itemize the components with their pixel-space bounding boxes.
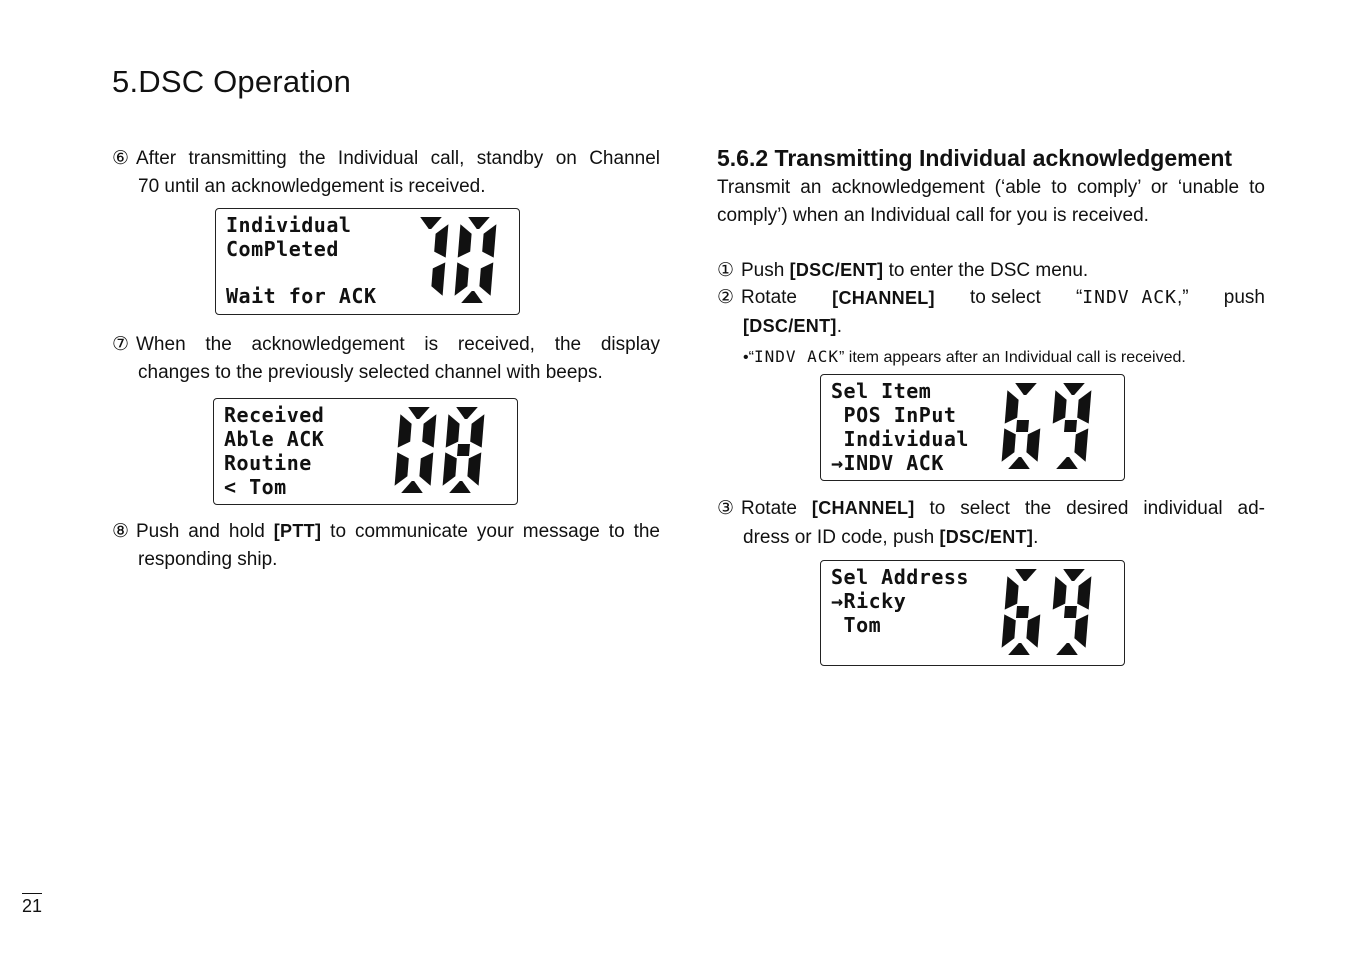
- lcd-line: Sel Address: [831, 565, 969, 589]
- note-bullet: •“: [743, 349, 754, 366]
- digit-segment: [1063, 383, 1085, 395]
- digit-segment: [1064, 420, 1077, 432]
- digit-segment: [398, 414, 412, 447]
- seven-segment-digits: [394, 407, 494, 499]
- digit-segment: [467, 452, 481, 485]
- step-2-marker: ②: [717, 287, 735, 308]
- digit-segment: [1056, 457, 1078, 469]
- digit-segment: [1077, 576, 1091, 609]
- section-heading: 5.6.2 Transmitting Individual acknowledgement: [717, 145, 1233, 171]
- indv-ack-lcd-text: INDV ACK: [1082, 287, 1177, 308]
- digit-segment: [446, 414, 460, 447]
- digit-segment: [1008, 457, 1030, 469]
- step-3-line-1: [717, 494, 1265, 523]
- step-7-marker: ⑦: [112, 334, 130, 355]
- seven-segment-digit: [443, 407, 485, 493]
- quote-close: ,”: [1176, 287, 1189, 308]
- dsc-ent-key-label: [DSC/ENT]: [743, 316, 837, 336]
- seven-segment-digits: [406, 217, 506, 309]
- lcd-line: →INDV ACK: [831, 451, 944, 475]
- step-7-line-1: [112, 331, 660, 359]
- step-2-text-post: push: [1223, 287, 1265, 308]
- seven-segment-digit: [1053, 383, 1092, 469]
- step-1: [717, 256, 1265, 285]
- lcd-display-sel-address: [820, 560, 1125, 666]
- seven-segment-digit: [395, 407, 437, 493]
- ptt-key-label: [PTT]: [273, 521, 322, 541]
- lcd-line: Able ACK: [224, 427, 325, 451]
- page-number-rule: [22, 893, 42, 894]
- seven-segment-digit: [1002, 383, 1041, 469]
- step-1-text-pre: Push: [741, 260, 790, 281]
- digit-segment: [458, 224, 472, 257]
- step-8-text-post: to communicate your message to the: [321, 521, 661, 542]
- intro-line-2: comply’) when an Individual call for you is received.: [717, 205, 1149, 226]
- step-6-marker: ⑥: [112, 148, 130, 169]
- digit-segment: [468, 217, 490, 229]
- step-3-text-post: to select the desired individual ad-: [914, 498, 1265, 519]
- step-1-marker: ①: [717, 260, 735, 281]
- digit-segment: [1064, 606, 1077, 618]
- digit-segment: [1077, 390, 1091, 423]
- digit-segment: [461, 291, 483, 303]
- digit-segment: [1026, 614, 1040, 647]
- lcd-line: Individual: [226, 213, 352, 237]
- lcd-line: Routine: [224, 451, 312, 475]
- step-3-text-2: dress or ID code, push: [743, 527, 940, 548]
- step-3: [717, 494, 1265, 552]
- digit-segment: [434, 224, 448, 257]
- step-2-text-mid: to select: [970, 287, 1041, 308]
- dsc-ent-key-label: [DSC/ENT]: [789, 260, 884, 280]
- digit-segment: [431, 262, 445, 295]
- seven-segment-digit: [1053, 569, 1092, 655]
- digit-segment: [1063, 569, 1085, 581]
- digit-segment: [449, 481, 471, 493]
- digit-segment: [419, 452, 433, 485]
- digit-segment: [1016, 606, 1029, 618]
- step-2-note: [717, 343, 1265, 372]
- note-text: ” item appears after an Individual call is received.: [839, 349, 1186, 366]
- digit-segment: [482, 224, 496, 257]
- seven-segment-digit: [455, 217, 497, 303]
- digit-segment: [422, 414, 436, 447]
- step-2-quote: [1076, 284, 1189, 312]
- digit-segment: [1015, 383, 1037, 395]
- step-7-text-2: changes to the previously selected channel with beeps.: [138, 362, 603, 383]
- page-title: 5.DSC Operation: [112, 64, 352, 99]
- step-8-text-2: responding ship.: [138, 549, 278, 570]
- step-8: [112, 517, 660, 574]
- quote-open: “: [1075, 287, 1083, 308]
- channel-key-label: [CHANNEL]: [811, 498, 915, 518]
- lcd-line: ComPleted: [226, 237, 339, 261]
- channel-key-label: [CHANNEL]: [832, 288, 935, 308]
- digit-segment: [395, 452, 409, 485]
- lcd-line: Received: [224, 403, 325, 427]
- step-6-text-1: After transmitting the Individual call, standby on Channel: [136, 148, 660, 169]
- lcd-line: Individual: [831, 427, 969, 451]
- digit-segment: [1002, 428, 1016, 461]
- digit-segment: [443, 452, 457, 485]
- indv-ack-lcd-text: INDV ACK: [753, 347, 839, 366]
- step-2-end: .: [836, 316, 842, 337]
- digit-segment: [401, 481, 423, 493]
- digit-segment: [1053, 576, 1067, 609]
- step-2-line-2: [717, 312, 1265, 341]
- digit-segment: [420, 217, 442, 229]
- digit-segment: [455, 262, 469, 295]
- intro-line-1: Transmit an acknowledgement (‘able to comply’ or ‘unable to: [717, 177, 1265, 198]
- digit-segment: [456, 407, 478, 419]
- digit-segment: [1074, 428, 1088, 461]
- step-8-marker: ⑧: [112, 521, 130, 542]
- step-2-line-1: [717, 284, 1265, 312]
- step-6-text-2: 70 until an acknowledgement is received.: [138, 176, 486, 197]
- page-number: 21: [22, 896, 43, 916]
- step-3-text-pre: Rotate: [741, 498, 812, 519]
- digit-segment: [457, 444, 470, 456]
- step-2-text-pre: Rotate: [741, 287, 797, 308]
- digit-segment: [1053, 390, 1067, 423]
- step-3-marker: ③: [717, 498, 735, 519]
- lcd-line: Sel Item: [831, 379, 932, 403]
- step-6-line-1: [112, 145, 660, 173]
- lcd-line: < Tom: [224, 475, 287, 499]
- lcd-display-channel-08: [213, 398, 518, 505]
- lcd-line: POS InPut: [831, 403, 957, 427]
- step-8-text-pre: Push and hold: [136, 521, 274, 542]
- lcd-display-sel-item: [820, 374, 1125, 481]
- lcd-line: Wait for ACK: [226, 284, 377, 308]
- digit-segment: [479, 262, 493, 295]
- section-intro: [717, 174, 1265, 230]
- step-1-text-post: to enter the DSC menu.: [883, 260, 1089, 281]
- step-6: [112, 145, 660, 201]
- digit-segment: [1008, 643, 1030, 655]
- seven-segment-digits: [1001, 569, 1101, 661]
- digit-segment: [470, 414, 484, 447]
- step-7-text-1: When the acknowledgement is received, the display: [136, 334, 660, 355]
- digit-segment: [1005, 576, 1019, 609]
- step-3-end: .: [1033, 527, 1039, 548]
- digit-segment: [1056, 643, 1078, 655]
- digit-segment: [1015, 569, 1037, 581]
- lcd-line: →Ricky: [831, 589, 907, 613]
- dsc-ent-key-label: [DSC/ENT]: [939, 527, 1034, 547]
- seven-segment-digit: [420, 217, 448, 296]
- step-8-line-1: [112, 517, 660, 546]
- step-7: [112, 331, 660, 387]
- step-3-line-2: [717, 523, 1265, 552]
- seven-segment-digits: [1001, 383, 1101, 475]
- lcd-line: Tom: [831, 613, 882, 637]
- digit-segment: [1016, 420, 1029, 432]
- seven-segment-digit: [1002, 569, 1041, 655]
- digit-segment: [1074, 614, 1088, 647]
- digit-segment: [1002, 614, 1016, 647]
- digit-segment: [408, 407, 430, 419]
- lcd-display-channel-70: [215, 208, 520, 315]
- digit-segment: [1005, 390, 1019, 423]
- step-2-start: [717, 284, 797, 312]
- digit-segment: [1026, 428, 1040, 461]
- step-2: [717, 284, 1265, 372]
